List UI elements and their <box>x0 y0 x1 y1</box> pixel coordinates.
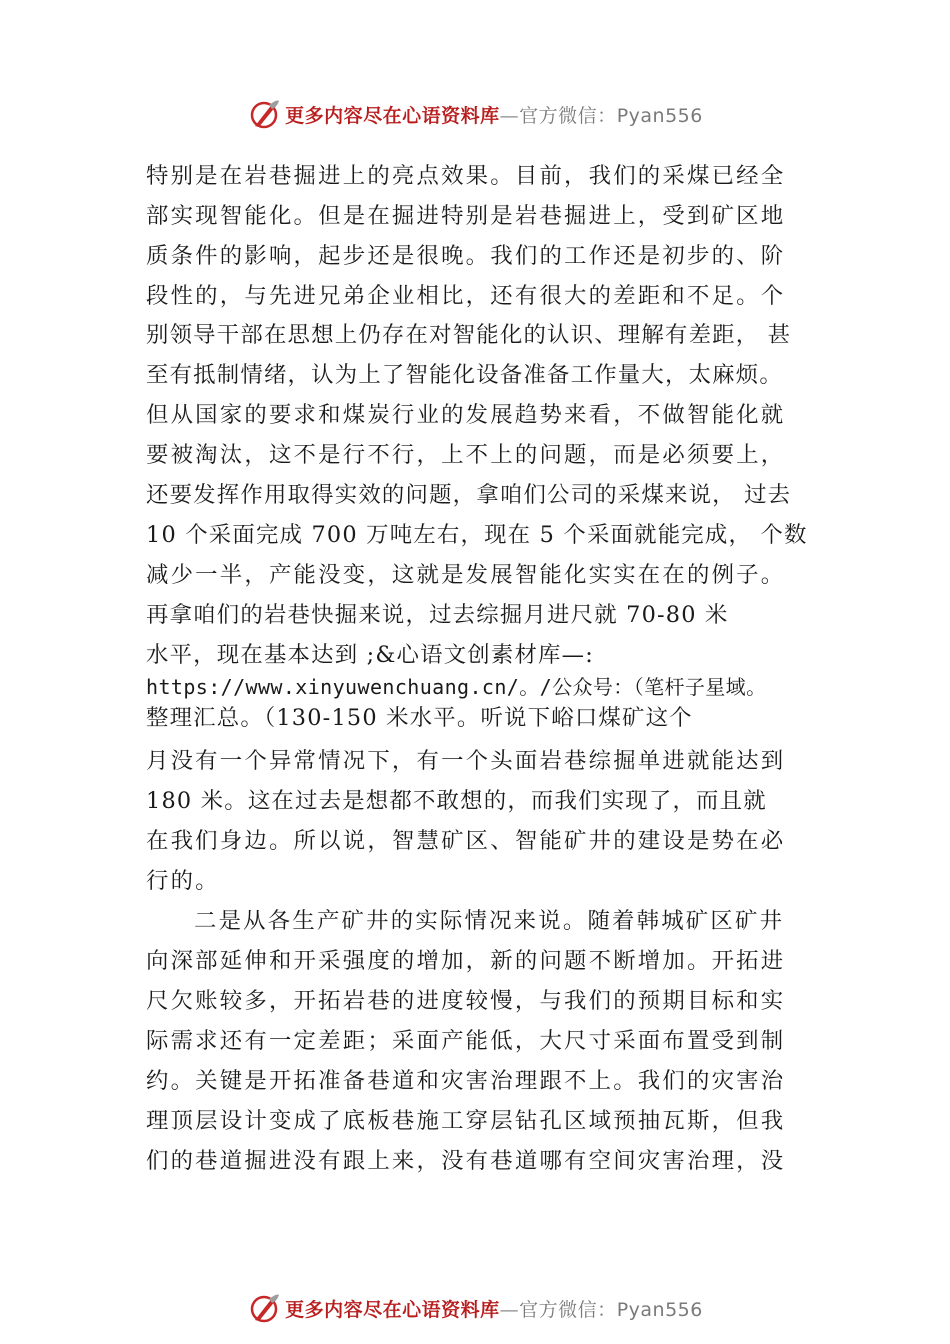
text-line: 180 米。这在过去是想都不敢想的，而我们实现了，而且就 <box>146 788 767 814</box>
text-line: 特别是在岩巷掘进上的亮点效果。目前，我们的采煤已经全 <box>146 163 786 189</box>
footer-wechat-id: Pyan556 <box>616 1298 703 1321</box>
text-line: 10 个采面完成 700 万吨左右，现在 5 个采面就能完成， 个数 <box>146 522 808 548</box>
footer-text <box>285 1295 703 1322</box>
footer-banner <box>0 1288 950 1328</box>
header-dash: — <box>499 104 520 127</box>
quill-logo-icon <box>247 97 281 131</box>
text-line: 别领导干部在思想上仍存在对智能化的认识、理解有差距， 甚 <box>146 322 792 348</box>
text-line: 行的。 <box>146 868 220 894</box>
text-line: 减少一半，产能没变，这就是发展智能化实实在在的例子。 <box>146 562 786 588</box>
text-line: 向深部延伸和开采强度的增加，新的问题不断增加。开拓进 <box>146 948 786 974</box>
text-line: 整理汇总。（130-150 米水平。听说下峪口煤矿这个 <box>146 705 693 731</box>
text-line: 还要发挥作用取得实效的问题，拿咱们公司的采煤来说， 过去 <box>146 482 792 508</box>
text-line: 再拿咱们的岩巷快掘来说，过去综掘月进尺就 70-80 米 <box>146 602 729 628</box>
header-wechat-id: Pyan556 <box>616 104 703 127</box>
text-line: 们的巷道掘进没有跟上来，没有巷道哪有空间灾害治理，没 <box>146 1148 786 1174</box>
header-brand: 更多内容尽在心语资料库 <box>285 104 500 127</box>
text-line: 但从国家的要求和煤炭行业的发展趋势来看，不做智能化就 <box>146 402 786 428</box>
text-line: 尺欠账较多，开拓岩巷的进度较慢，与我们的预期目标和实 <box>146 988 786 1014</box>
text-line: 段性的，与先进兄弟企业相比，还有很大的差距和不足。个 <box>146 283 786 309</box>
footer-dash: — <box>499 1298 520 1321</box>
header-banner <box>0 94 950 134</box>
text-line: 至有抵制情绪，认为上了智能化设备准备工作量大，太麻烦。 <box>146 362 783 388</box>
text-line: 部实现智能化。但是在掘进特别是岩巷掘进上，受到矿区地 <box>146 203 786 229</box>
text-line: 际需求还有一定差距；采面产能低，大尺寸采面布置受到制 <box>146 1028 786 1054</box>
text-line-url: https://www.xinyuwenchuang.cn/。/公众号：（笔杆子星域。 <box>146 675 767 699</box>
header-text <box>285 101 703 128</box>
header-wechat-label: 官方微信： <box>519 104 617 127</box>
text-line: 在我们身边。所以说，智慧矿区、智能矿井的建设是势在必 <box>146 828 786 854</box>
footer-brand: 更多内容尽在心语资料库 <box>285 1298 500 1321</box>
text-line-paragraph-start: 二是从各生产矿井的实际情况来说。随着韩城矿区矿井 <box>194 908 785 934</box>
text-line: 约。关键是开拓准备巷道和灾害治理跟不上。我们的灾害治 <box>146 1068 786 1094</box>
text-line: 水平，现在基本达到 ;&心语文创素材库—: <box>146 642 594 668</box>
quill-logo-icon <box>247 1291 281 1325</box>
footer-wechat-label: 官方微信： <box>519 1298 617 1321</box>
text-line: 理顶层设计变成了底板巷施工穿层钻孔区域预抽瓦斯，但我 <box>146 1108 786 1134</box>
text-line: 月没有一个异常情况下，有一个头面岩巷综掘单进就能达到 <box>146 748 786 774</box>
text-line: 要被淘汰，这不是行不行，上不上的问题，而是必须要上， <box>146 442 786 468</box>
text-line: 质条件的影响，起步还是很晚。我们的工作还是初步的、阶 <box>146 243 786 269</box>
